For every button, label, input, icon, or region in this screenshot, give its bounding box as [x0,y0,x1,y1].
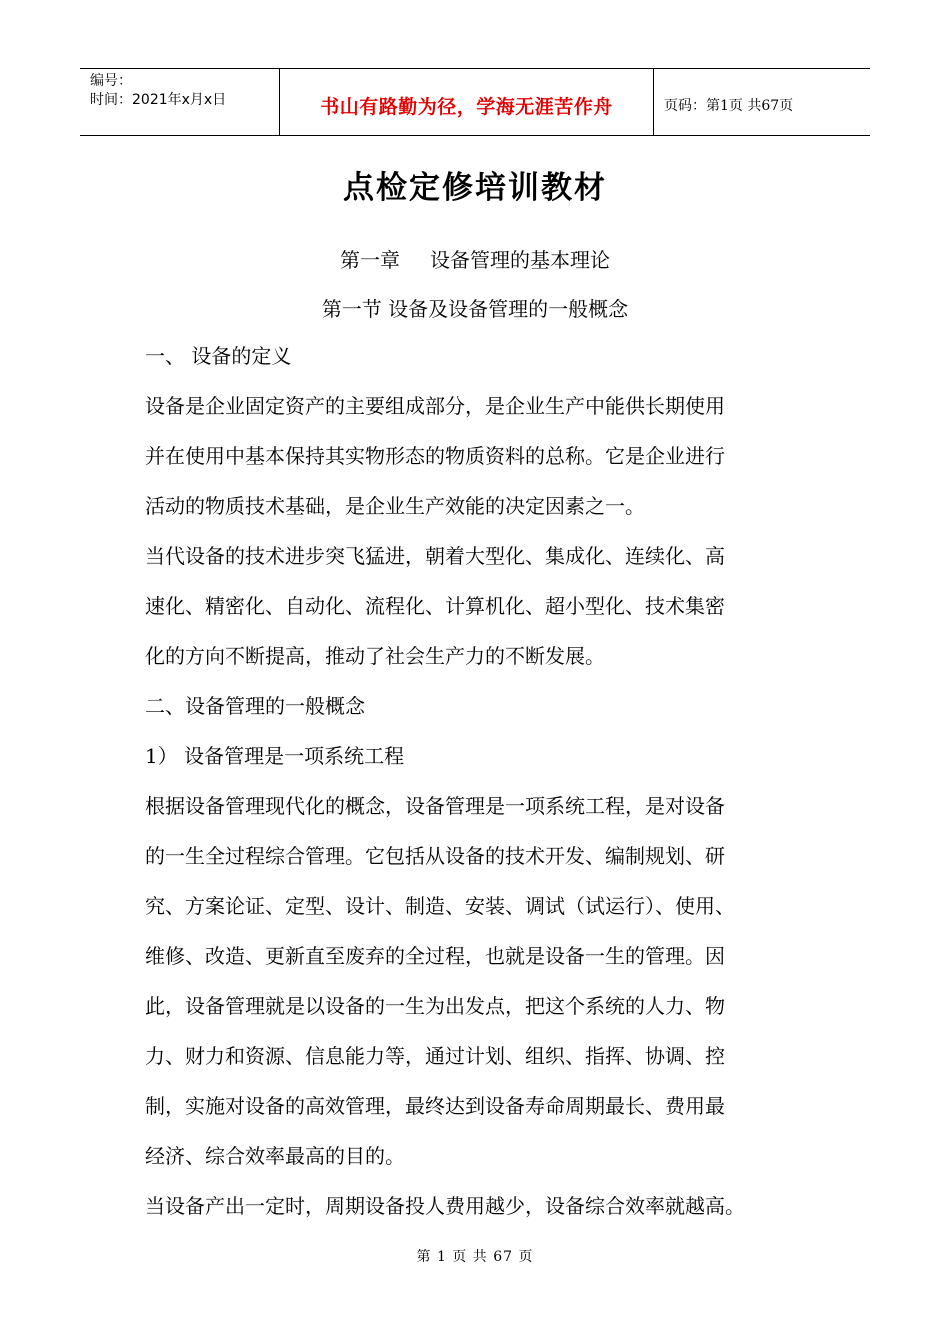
body-line: 1） 设备管理是一项系统工程 [145,744,405,768]
document-number-label: 编号： [90,73,132,89]
page-footer: 第 1 页 共 67 页 [416,1249,534,1265]
body-line: 制，实施对设备的高效管理，最终达到设备寿命周期最长、费用最 [145,1094,725,1118]
body-line: 维修、改造、更新直至废弃的全过程，也就是设备一生的管理。因 [145,944,725,968]
body-line: 此，设备管理就是以设备的一生为出发点，把这个系统的人力、物 [145,994,725,1018]
header-motto: 书山有路勤为径，学海无涯苦作舟 [280,69,654,135]
header-meta [80,69,280,135]
body-line: 设备是企业固定资产的主要组成部分，是企业生产中能供长期使用 [145,394,725,418]
body-line: 化的方向不断提高，推动了社会生产力的不断发展。 [145,644,605,668]
body-line: 二、设备管理的一般概念 [145,694,365,718]
document-title: 点检定修培训教材 [343,170,607,206]
body-line: 活动的物质技术基础，是企业生产效能的决定因素之一。 [145,494,645,518]
chapter-number: 第一章 [340,248,400,272]
section-heading: 第一节 设备及设备管理的一般概念 [321,297,629,321]
body-line: 根据设备管理现代化的概念，设备管理是一项系统工程，是对设备 [145,794,725,818]
chapter-name: 设备管理的基本理论 [430,248,610,272]
page-header [80,68,870,136]
body-line: 速化、精密化、自动化、流程化、计算机化、超小型化、技术集密 [145,594,725,618]
document-date: 时间：2021年x月x日 [90,92,227,108]
body-line: 究、方案论证、定型、设计、制造、安装、调试（试运行）、使用、 [145,894,735,918]
header-page-info: 页码：第1页 共67页 [664,98,794,114]
body-line: 的一生全过程综合管理。它包括从设备的技术开发、编制规划、研 [145,844,725,868]
body-line: 当代设备的技术进步突飞猛进，朝着大型化、集成化、连续化、高 [145,544,725,568]
body-line: 一、 设备的定义 [145,344,292,368]
body-line: 力、财力和资源、信息能力等，通过计划、组织、指挥、协调、控 [145,1044,725,1068]
body-line: 当设备产出一定时，周期设备投人费用越少，设备综合效率就越高。 [145,1194,745,1218]
body-line: 经济、综合效率最高的目的。 [145,1144,405,1168]
chapter-heading [0,244,950,273]
body-content [145,331,835,1231]
body-line: 并在使用中基本保持其实物形态的物质资料的总称。它是企业进行 [145,444,725,468]
